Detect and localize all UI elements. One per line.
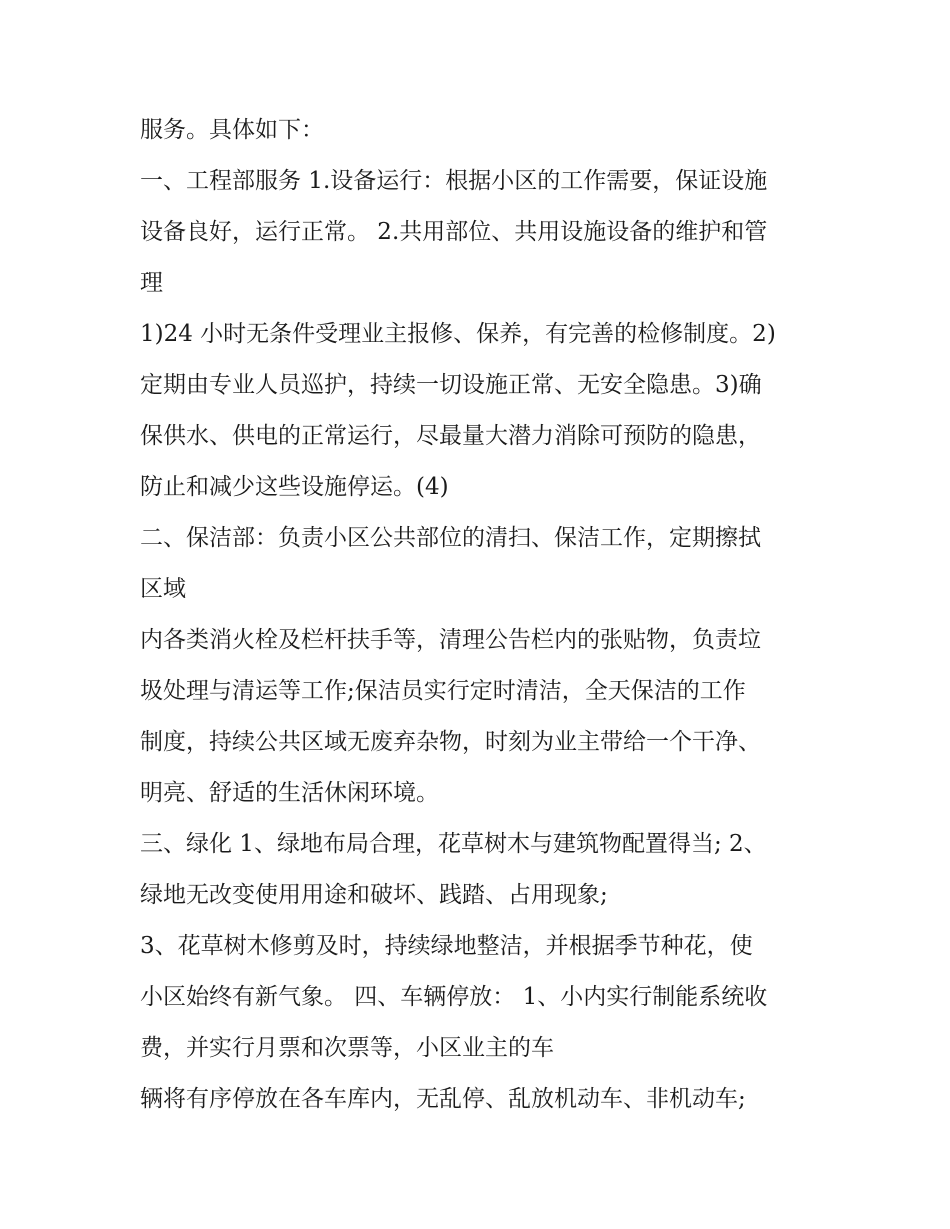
text-line: 三、绿化 1、绿地布局合理，花草树木与建筑物配置得当; 2、 bbox=[140, 831, 767, 857]
text-line: 一、工程部服务 1.设备运行：根据小区的工作需要，保证设施 bbox=[140, 168, 768, 194]
text-line: 1)24 小时无条件受理业主报修、保养，有完善的检修制度。2) bbox=[140, 321, 776, 347]
text-line: 服务。具体如下： bbox=[140, 117, 324, 143]
text-line: 理 bbox=[140, 270, 163, 296]
text-line: 费，并实行月票和次票等，小区业主的车 bbox=[140, 1035, 554, 1061]
text-line: 圾处理与清运等工作;保洁员实行定时清洁，全天保洁的工作 bbox=[140, 678, 746, 704]
text-line: 绿地无改变使用用途和破坏、践踏、占用现象; bbox=[140, 882, 608, 908]
text-line: 二、保洁部：负责小区公共部位的清扫、保洁工作，定期擦拭 bbox=[140, 525, 761, 551]
text-line: 内各类消火栓及栏杆扶手等，清理公告栏内的张贴物，负责垃 bbox=[140, 627, 761, 653]
text-line: 防止和减少这些设施停运。(4) bbox=[140, 474, 449, 500]
text-line: 3、花草树木修剪及时，持续绿地整洁，并根据季节种花，使 bbox=[140, 933, 753, 959]
document-body bbox=[140, 111, 830, 1118]
text-line: 制度，持续公共区域无废弃杂物，时刻为业主带给一个干净、 bbox=[140, 729, 761, 755]
text-line: 设备良好，运行正常。 2.共用部位、共用设施设备的维护和管 bbox=[140, 219, 768, 245]
text-line: 小区始终有新气象。 四、车辆停放： 1、小内实行制能系统收 bbox=[140, 984, 768, 1010]
text-line: 保供水、供电的正常运行，尽最量大潜力消除可预防的隐患， bbox=[140, 423, 761, 449]
text-line: 区域 bbox=[140, 576, 186, 602]
text-line: 辆将有序停放在各车库内，无乱停、乱放机动车、非机动车; bbox=[140, 1086, 746, 1112]
text-line: 明亮、舒适的生活休闲环境。 bbox=[140, 780, 439, 806]
text-line: 定期由专业人员巡护，持续一切设施正常、无安全隐患。3)确 bbox=[140, 372, 762, 398]
